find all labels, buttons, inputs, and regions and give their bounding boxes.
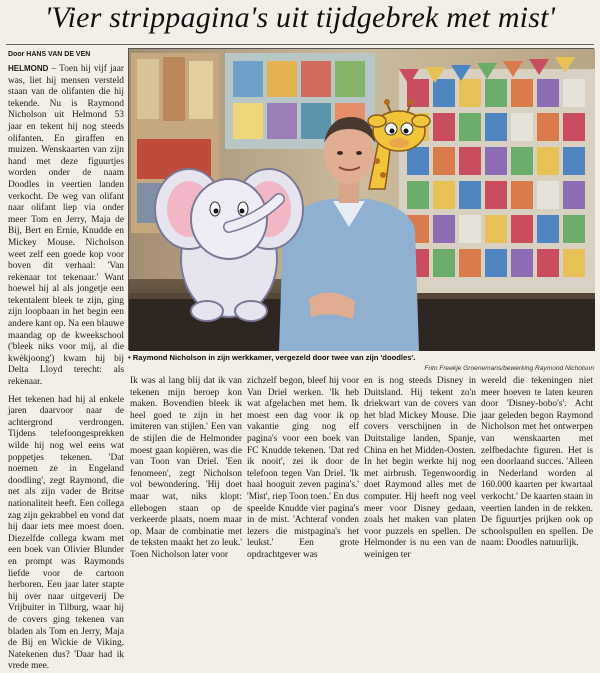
caption-text: Raymond Nicholson in zijn werkkamer, vergezeld door twee van zijn 'doodles'.	[132, 353, 416, 362]
caption-bullet: •	[128, 353, 131, 362]
photo-credit: Foto Freekje Groenemans/bewerking Raymond Nicholson	[424, 365, 594, 372]
column-left-text-2: Het tekenen had hij al enkele jaren daarvoor naar de achtergrond verdrongen. Tijdens telefoongesprekken wilde hij nog wel eens wat poppetjes tekenen. 'Dat noemen ze in Engeland doodling', zegt Raymond, die net als zijn vader de Britse nationaliteit heeft. Een collega zag zijn gekrabbel en vond dat hij daar iets mee moest doen. Diezelfde collega kwam met een boek van Olivier Blunder en prompt was Raymonds liefde voor de cartoon herboren. Een jaar later stapte hij over naar uitgeverij De Vrijbuiter in Tilburg, waar hij de covers ging tekenen van bladen als Tom en Jerry, Maja de Bij en Wickie de Viking. Natekenen dus? 'Daar had ik vrede mee.	[8, 394, 124, 672]
column-2: Ik was al lang blij dat ik van tekenen mijn beroep kon maken. Bovendien bleek ik heel goed te zijn in het imiteren van stijlen.' Een van de stijlen die de Helmonder moest gaan kopiëren, was die van Toon van Driel. 'Een fenomeen', zegt Nicholson vol bewondering. 'Hij doet maar wat, niks klopt: ellebogen staan op de verkeerde plaats, noem maar op. Maar de combinatie met de teksten maakt het zo leuk.' Toen Nicholson later voor	[130, 376, 242, 560]
headline-rule	[6, 44, 594, 45]
byline: Door HANS VAN DE VEN	[8, 51, 91, 58]
article-photo	[128, 48, 594, 350]
dateline: HELMOND	[8, 64, 49, 73]
column-4: en is nog steeds Disney in Duitsland. Hij tekent zo'n driekwart van de covers van het blad Mickey Mouse. Die covers verschijnen in de Duitstalige landen, Spanje, China en het Midden-Oosten. In het begin werkte hij nog met airbrush. Tegenwoordig doet Raymond alles met de computer. Hij heeft nog veel meer voor Disney gedaan, zoals het maken van platen voor puzzels en spellen. De Helmonder is nu een van de weinigen ter	[364, 376, 476, 560]
headline: 'Vier strippagina's uit tijdgebrek met mist'	[44, 1, 556, 34]
column-3: zichzelf begon, bleef hij voor Van Driel werken. 'Ik heb wat afgelachen met hem. Ik moest een dag voor ik op vakantie ging nog elf pagina's voor een boek van FC Knudde tekenen. 'Dat red ik nooit', zei ik door de telefoon tegen Van Driel. 'Ik haal hooguit zeven pagina's.' 'Mist', riep Toon toen.' En dus speelde Knudde vier pagina's in de mist. 'Achteraf vonden lezers die mistpagina's het leukst.' Een grote opdrachtgever was	[247, 376, 359, 560]
photo-scene	[129, 49, 595, 351]
column-left-text: – Toen hij vijf jaar was, liet hij mensen versteld staan van de olifanten die hij tekende. Nu is Raymond Nicholson uit Helmond 53 jaar en tekent hij nog steeds olifanten. En giraffen en muizen. Wenskaarten van zijn hand met deze figuurtjes worden onder de naam Doodles in veertien landen verkocht. De weg van olifant naar olifant liep via onder meer Tom en Jerry, Maja de Bij, Bert en Ernie, Knudde en Mickey Mouse. Nicholson weet zelf een goede kop voor boven dit verhaal: 'Van rekenaar tot tekenaar.' Want hoewel hij al als jongetje een tekentalent bleek te zijn, ging zijn loopbaan in het begin een andere kant op. Na een blauwe maandag op de kweekschool ('bleek niks voor mij, al die kwèkjoong') kwam hij bij Delta Lloyd terecht: als rekenaar.	[8, 64, 124, 388]
photo-caption	[128, 352, 594, 364]
column-left	[8, 63, 124, 672]
column-5: wereld die tekeningen niet meer hoeven te laten keuren door 'Disney-bobo's'. Acht jaar geleden begon Raymond Nicholson met het ontwerpen van wenskaarten met zelfbedachte figuren. Het is een doorlaand succes. 'Alleen in Nederland worden al 160.000 kaarten per kwartaal verkocht.' De kaarten staan in veertien landen in de rekken. De figuurtjes prijken ook op schoolspullen en spellen. De naam: Doodles natuurlijk.	[481, 376, 593, 549]
